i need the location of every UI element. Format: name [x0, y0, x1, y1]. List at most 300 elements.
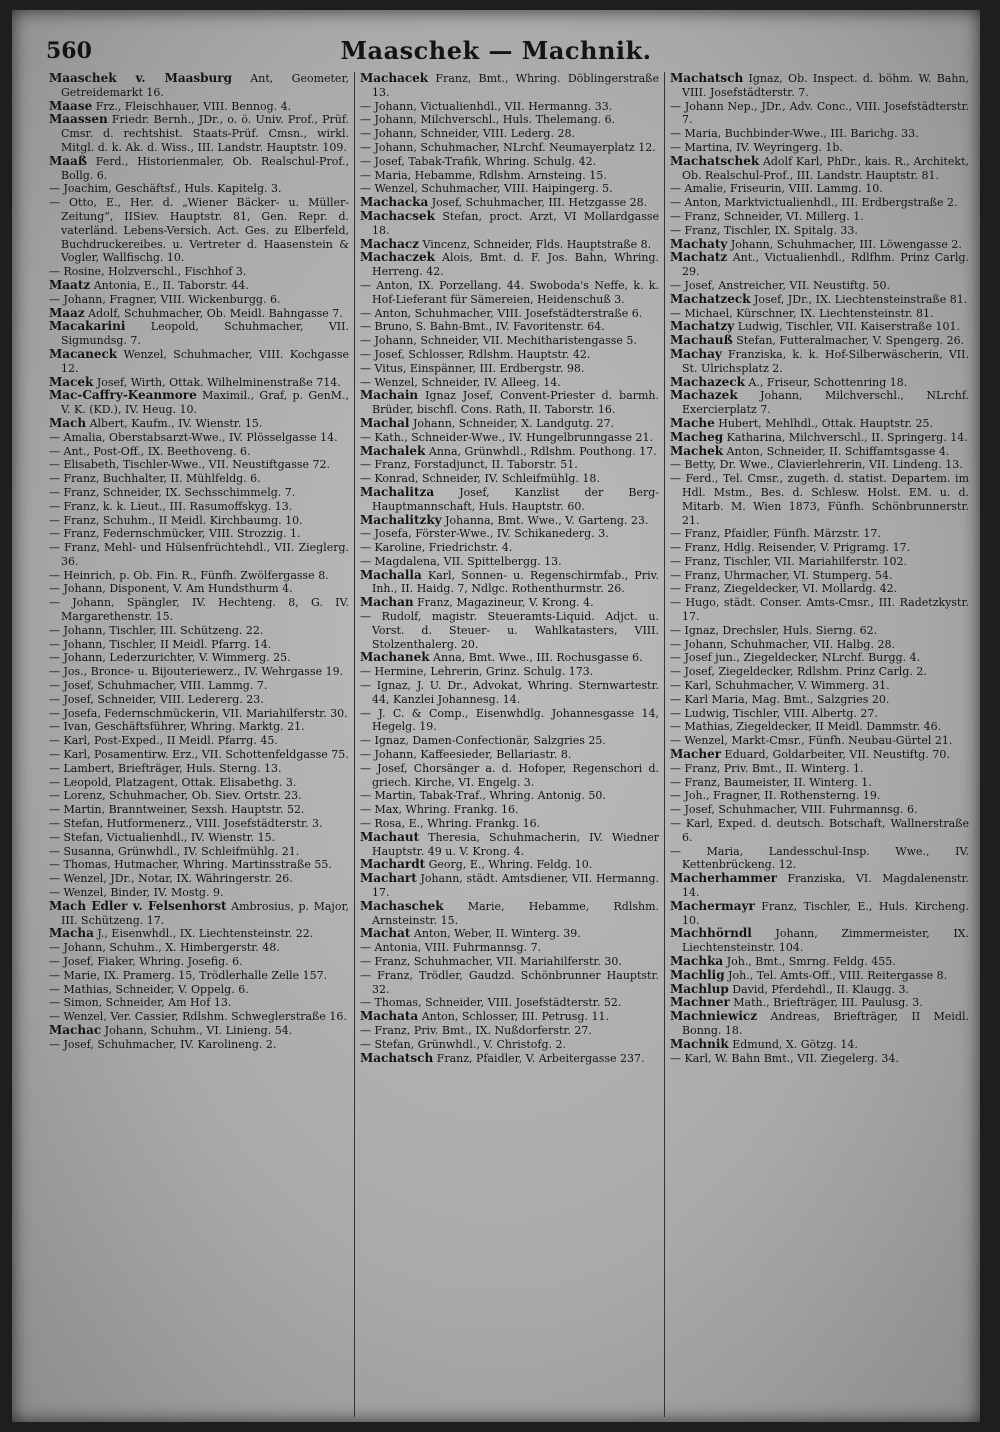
directory-entry	[360, 1024, 659, 1038]
entry-details: — Josef, Tabak-Trafik, Whring. Schulg. 42.	[360, 154, 597, 168]
entry-details: Frz., Fleischhauer, VIII. Bennog. 4.	[95, 99, 292, 113]
entry-details: — Anton, Marktvictualienhdl., III. Erdbergstraße 2.	[670, 196, 958, 210]
entry-surname: Machacz	[360, 236, 419, 251]
entry-details: Ignaz, Ob. Inspect. d. böhm. W. Bahn, VIII. Josefstädterstr. 7.	[682, 72, 969, 99]
directory-entry	[670, 665, 969, 679]
directory-entry	[670, 431, 969, 445]
entry-details: David, Pferdehdl., II. Klaugg. 3.	[732, 982, 909, 996]
directory-entry	[49, 624, 349, 638]
directory-entry	[360, 155, 659, 169]
entry-details: Joh., Bmt., Smrng. Feldg. 455.	[726, 955, 896, 968]
directory-entry	[49, 113, 349, 154]
entry-surname: Maaz	[49, 305, 85, 320]
entry-details: — Franz, Mehl- und Hülsenfrüchtehdl., VII. Zieglerg. 36.	[49, 541, 349, 568]
directory-entry	[360, 251, 659, 279]
directory-entry	[360, 127, 659, 141]
entry-details: — Anton, Schuhmacher, VIII. Josefstädterstraße 6.	[360, 306, 643, 320]
directory-entry	[360, 210, 659, 238]
entry-surname: Maaß	[49, 153, 87, 168]
directory-entry	[670, 279, 969, 293]
entry-details: — Martin, Tabak-Traf., Whring. Antonig. 50.	[360, 789, 606, 803]
entry-details: — Ignaz, Damen-Confectionär, Salzgries 25.	[360, 734, 606, 748]
directory-entry	[670, 541, 969, 555]
directory-entry	[670, 389, 969, 417]
entry-surname: Mach Edler v. Felsenhorst	[49, 898, 227, 913]
directory-entry	[49, 707, 349, 721]
directory-entry	[670, 224, 969, 238]
entry-details: — Johann, Schuhmacher, VII. Halbg. 28.	[670, 637, 895, 651]
entry-details: — Max, Whring. Frankg. 16.	[360, 803, 519, 817]
directory-columns	[44, 72, 974, 1417]
entry-details: — Franz, Pfaidler, Fünfh. Märzstr. 17.	[670, 527, 881, 541]
entry-details: — Wenzel, Ver. Cassier, Rdlshm. Schweglerstraße 16.	[49, 1010, 347, 1024]
directory-entry	[49, 845, 349, 859]
entry-details: — Marie, IX. Pramerg. 15, Trödlerhalle Zelle 157.	[49, 968, 328, 982]
column-right	[664, 72, 974, 1417]
directory-entry	[360, 596, 659, 610]
entry-details: Ant, Geometer, Getreidemarkt 16.	[61, 72, 349, 99]
directory-entry	[49, 955, 349, 969]
entry-surname: Machart	[360, 871, 417, 886]
entry-surname: Machazek	[670, 388, 738, 403]
directory-entry	[49, 196, 349, 265]
directory-entry	[49, 596, 349, 624]
entry-surname: Machek	[670, 443, 724, 458]
directory-entry	[670, 1038, 969, 1052]
entry-details: — Amalia, Oberstabsarzt-Wwe., IV. Plösselgasse 14.	[49, 430, 338, 444]
directory-entry	[49, 500, 349, 514]
directory-entry	[360, 789, 659, 803]
directory-entry	[670, 762, 969, 776]
directory-entry	[360, 1052, 659, 1066]
entry-details: Hubert, Mehlhdl., Ottak. Hauptstr. 25.	[718, 416, 934, 430]
entry-details: — Rudolf, magistr. Steueramts-Liquid. Adjct. u. Vorst. d. Steuer- u. Wahlkatasters, VIII. Stolzenthalerg. 20.	[360, 610, 659, 651]
entry-details: — Franz, Tischler, IX. Spitalg. 33.	[670, 223, 858, 237]
entry-details: Anton, Weber, II. Winterg. 39.	[413, 927, 581, 941]
directory-entry	[49, 817, 349, 831]
entry-details: Ferd., Historienmaler, Ob. Realschul-Prof., Bollg. 6.	[61, 154, 349, 182]
directory-entry	[360, 320, 659, 334]
page-header	[12, 34, 980, 68]
entry-surname: Machatsch	[360, 1050, 434, 1065]
entry-surname: Macha	[49, 926, 94, 941]
directory-entry	[49, 527, 349, 541]
directory-entry	[360, 458, 659, 472]
entry-details: — Kath., Schneider-Wwe., IV. Hungelbrunngasse 21.	[360, 430, 653, 444]
entry-details: — Joh., Fragner, II. Rothensterng. 19.	[670, 789, 881, 803]
directory-entry	[49, 927, 349, 941]
entry-details: — Franz, Forstadjunct, II. Taborstr. 51.	[360, 458, 578, 472]
entry-surname: Machatschek	[670, 153, 760, 168]
entry-surname: Machatzeck	[670, 291, 751, 306]
entry-details: Johann, städt. Amtsdiener, VII. Hermanng. 17.	[372, 872, 659, 900]
entry-details: — Franz, Priv. Bmt., IX. Nußdorferstr. 27.	[360, 1023, 592, 1037]
directory-entry	[360, 389, 659, 417]
directory-entry	[670, 155, 969, 183]
entry-details: — Thomas, Hutmacher, Whring. Martinsstraße 55.	[49, 858, 332, 872]
directory-entry	[49, 858, 349, 872]
entry-details: — Johann, Disponent, V. Am Hundsthurm 4.	[49, 582, 293, 596]
entry-details: — Antonia, VIII. Fuhrmannsg. 7.	[360, 941, 542, 955]
entry-details: — Josef, Schuhmacher, VIII. Fuhrmannsg. 6.	[670, 803, 918, 817]
directory-entry	[49, 389, 349, 417]
entry-details: Stefan, Futteralmacher, V. Spengerg. 26.	[736, 334, 965, 348]
entry-surname: Macakarini	[49, 319, 126, 334]
directory-entry	[360, 996, 659, 1010]
directory-entry	[670, 624, 969, 638]
entry-details: Franziska, k. k. Hof-Silberwäscherin, VII. St. Ulrichsplatz 2.	[682, 347, 969, 375]
entry-details: — Stefan, Hutformenerz., VIII. Josefstädterstr. 3.	[49, 817, 323, 831]
directory-entry	[49, 1010, 349, 1024]
directory-entry	[360, 113, 659, 127]
entry-surname: Mac-Caffry-Keanmore	[49, 388, 197, 403]
entry-details: Karl, Sonnen- u. Regenschirmfab., Priv. Inh., II. Haidg. 7, Ndlgc. Rothenthurmstr. 26.	[372, 568, 660, 596]
directory-entry	[49, 182, 349, 196]
entry-details: Katharina, Milchverschl., II. Springerg. 14.	[726, 430, 968, 444]
entry-details: — Susanna, Grünwhdl., IV. Schleifmühlg. 21.	[49, 844, 300, 858]
directory-entry	[670, 238, 969, 252]
entry-details: — Josef, Schuhmacher, VIII. Lammg. 7.	[49, 679, 268, 693]
entry-details: — Josef, Fiaker, Whring. Josefig. 6.	[49, 955, 243, 968]
entry-details: — Johann, Spängler, IV. Hechteng. 8, G. IV. Margarethenstr. 15.	[49, 596, 349, 624]
entry-details: A., Friseur, Schottenring 18.	[748, 375, 908, 389]
directory-entry	[670, 417, 969, 431]
directory-entry	[49, 72, 349, 100]
directory-entry	[670, 803, 969, 817]
directory-entry	[670, 927, 969, 955]
entry-details: — Johann, Lederzurichter, V. Wimmerg. 25.	[49, 651, 291, 665]
entry-details: — Franz, Schuhmacher, VII. Mariahilferstr. 30.	[360, 955, 622, 968]
directory-entry	[670, 569, 969, 583]
directory-entry	[670, 127, 969, 141]
entry-surname: Machata	[360, 1009, 419, 1024]
entry-details: Adolf Karl, PhDr., kais. R., Architekt, Ob. Realschul-Prof., III. Landstr. Hauptstr. 81.	[682, 154, 970, 182]
directory-entry	[360, 362, 659, 376]
entry-details: — Johann, Schneider, VIII. Lederg. 28.	[360, 127, 575, 141]
directory-entry	[670, 458, 969, 472]
entry-details: — Johann, Schuhm., X. Himbergerstr. 48.	[49, 941, 280, 955]
directory-entry	[49, 748, 349, 762]
entry-details: — Ignaz, Drechsler, Huls. Sierng. 62.	[670, 623, 878, 637]
directory-entry	[670, 334, 969, 348]
directory-entry	[670, 196, 969, 210]
entry-details: Friedr. Bernh., JDr., o. ö. Univ. Prof., Prüf. Cmsr. d. rechtshist. Staats-Prüf. Cmsn., wirkl. Mitgl. d. k. Ak. d. Wiss., III. Landstr. Hauptstr. 109.	[61, 113, 349, 154]
entry-surname: Machardt	[360, 857, 426, 872]
directory-entry	[670, 1010, 969, 1038]
directory-entry	[49, 265, 349, 279]
entry-details: — Thomas, Schneider, VIII. Josefstädterstr. 52.	[360, 996, 622, 1010]
entry-surname: Machner	[670, 995, 730, 1010]
entry-details: — Karl Maria, Mag. Bmt., Salzgries 20.	[670, 692, 890, 706]
directory-entry	[670, 720, 969, 734]
entry-surname: Machatsch	[670, 72, 744, 85]
entry-surname: Machniewicz	[670, 1009, 758, 1024]
directory-entry	[360, 182, 659, 196]
entry-surname: Mache	[670, 415, 715, 430]
directory-entry	[360, 196, 659, 210]
directory-entry	[360, 900, 659, 928]
directory-entry	[49, 431, 349, 445]
directory-entry	[49, 1038, 349, 1052]
directory-entry	[49, 996, 349, 1010]
entry-details: — Rosine, Holzverschl., Fischhof 3.	[49, 265, 247, 279]
directory-entry	[49, 803, 349, 817]
directory-entry	[360, 679, 659, 707]
entry-surname: Machacek	[360, 72, 429, 85]
entry-surname: Machay	[670, 346, 722, 361]
entry-details: — Martina, IV. Weyringerg. 1b.	[670, 140, 843, 154]
directory-entry	[49, 486, 349, 500]
entry-details: — Wenzel, JDr., Notar, IX. Währingerstr. 26.	[49, 872, 293, 886]
entry-surname: Machacka	[360, 195, 429, 210]
directory-entry	[360, 100, 659, 114]
directory-entry	[360, 707, 659, 735]
directory-entry	[360, 817, 659, 831]
entry-details: — Josef, Ziegeldecker, Rdlshm. Prinz Carlg. 2.	[670, 665, 927, 679]
directory-entry	[49, 693, 349, 707]
directory-entry	[670, 72, 969, 100]
directory-entry	[49, 445, 349, 459]
running-title: Maaschek — Machnik.	[340, 36, 652, 65]
directory-entry	[360, 486, 659, 514]
entry-details: — Franz, Priv. Bmt., II. Winterg. 1.	[670, 761, 864, 775]
entry-details: — Josef jun., Ziegeldecker, NLrchf. Burgg. 4.	[670, 651, 921, 665]
entry-details: — Ludwig, Tischler, VIII. Albertg. 27.	[670, 706, 878, 720]
directory-entry	[49, 651, 349, 665]
directory-entry	[360, 514, 659, 528]
directory-entry	[670, 996, 969, 1010]
directory-entry	[360, 376, 659, 390]
directory-entry	[360, 803, 659, 817]
entry-details: Josef, Kanzlist der Berg-Hauptmannschaft, Huls. Hauptstr. 60.	[372, 485, 660, 513]
directory-entry	[49, 100, 349, 114]
directory-entry	[670, 293, 969, 307]
directory-entry	[670, 582, 969, 596]
entry-details: Georg, E., Whring. Feldg. 10.	[428, 858, 593, 872]
entry-details: — Michael, Kürschner, IX. Liechtensteinstr. 81.	[670, 306, 934, 320]
entry-surname: Macek	[49, 374, 94, 389]
directory-entry	[49, 983, 349, 997]
entry-details: — Ivan, Geschäftsführer, Whring. Marktg. 21.	[49, 720, 305, 734]
directory-entry	[49, 831, 349, 845]
directory-entry	[360, 941, 659, 955]
entry-details: — Franz, Baumeister, II. Winterg. 1.	[670, 775, 872, 789]
entry-details: — Mathias, Schneider, V. Oppelg. 6.	[49, 982, 249, 996]
directory-entry	[360, 651, 659, 665]
entry-details: — Magdalena, VII. Spittelbergg. 13.	[360, 554, 562, 568]
directory-entry	[360, 665, 659, 679]
entry-details: — Anton, IX. Porzellang. 44. Swoboda's Neffe, k. k. Hof-Lieferant für Sämereien, Heidenschuß 3.	[360, 278, 659, 306]
directory-entry	[670, 555, 969, 569]
entry-details: Marie, Hebamme, Rdlshm. Arnsteinstr. 15.	[372, 899, 660, 927]
directory-entry	[360, 555, 659, 569]
directory-entry	[49, 472, 349, 486]
entry-details: Johann, Zimmermeister, IX. Liechtensteinstr. 104.	[682, 927, 969, 955]
directory-entry	[670, 141, 969, 155]
directory-entry	[49, 458, 349, 472]
entry-details: — Johann, Schneider, VII. Mechitharistengasse 5.	[360, 334, 637, 348]
entry-details: — Franz, Schuhm., II Meidl. Kirchbaumg. 10.	[49, 513, 303, 527]
entry-details: Franz, Pfaidler, V. Arbeitergasse 237.	[436, 1051, 645, 1065]
entry-surname: Machaschek	[360, 898, 444, 913]
entry-details: Albert, Kaufm., IV. Wienstr. 15.	[89, 416, 263, 430]
entry-surname: Machka	[670, 954, 724, 968]
entry-details: Adolf, Schuhmacher, Ob. Meidl. Bahngasse 7.	[88, 306, 343, 320]
entry-surname: Machhörndl	[670, 926, 752, 941]
entry-details: — Heinrich, p. Ob. Fin. R., Fünfh. Zwölfergasse 8.	[49, 568, 329, 582]
entry-details: — Josef, Schlosser, Rdlshm. Hauptstr. 42.	[360, 347, 591, 361]
directory-entry	[49, 155, 349, 183]
directory-entry	[670, 320, 969, 334]
directory-entry	[670, 1052, 969, 1066]
entry-details: — Ferd., Tel. Cmsr., zugeth. d. statist. Departem. im Hdl. Mstm., Bes. d. Schlesw. Holst. EM. u. d. Mitarb. M. Wien 1873, Fünfh. Schönbrunnerstr. 21.	[670, 472, 969, 527]
entry-details: Johann, Milchverschl., NLrchf. Exercierplatz 7.	[682, 389, 970, 417]
directory-entry	[49, 417, 349, 431]
entry-details: — J. C. & Comp., Eisenwhdlg. Johannesgasse 14, Hegelg. 19.	[360, 706, 659, 734]
entry-details: — Wenzel, Markt-Cmsr., Fünfh. Neubau-Gürtel 21.	[670, 734, 953, 748]
entry-details: — Hugo, städt. Conser. Amts-Cmsr., III. Radetzkystr. 17.	[670, 596, 969, 624]
entry-details: Ignaz Josef, Convent-Priester d. barmh. Brüder, bischfl. Cons. Rath, II. Taborstr. 16.	[372, 389, 660, 417]
entry-surname: Machlup	[670, 981, 729, 996]
entry-details: Ludwig, Tischler, VII. Kaiserstraße 101.	[737, 320, 960, 334]
directory-entry	[670, 845, 969, 873]
entry-surname: Macaneck	[49, 346, 118, 361]
entry-surname: Machlig	[670, 967, 725, 982]
entry-details: — Maria, Landesschul-Insp. Wwe., IV. Kettenbrückeng. 12.	[670, 844, 969, 872]
entry-details: — Josef, Schuhmacher, IV. Karolineng. 2.	[49, 1037, 277, 1051]
entry-details: Franz, Bmt., Whring. Döblingerstraße 13.	[372, 72, 659, 99]
entry-details: — Franz, Hdlg. Reisender, V. Prigramg. 17.	[670, 541, 911, 555]
entry-surname: Maase	[49, 98, 93, 113]
directory-entry	[49, 762, 349, 776]
directory-entry	[49, 776, 349, 790]
entry-details: — Karl, Posamentirw. Erz., VII. Schottenfeldgasse 75.	[49, 748, 349, 762]
entry-details: — Johann, Schuhmacher, NLrchf. Neumayerplatz 12.	[360, 140, 656, 154]
entry-details: — Vitus, Einspänner, III. Erdbergstr. 98.	[360, 361, 585, 375]
column-middle	[354, 72, 664, 1417]
entry-details: — Betty, Dr. Wwe., Clavierlehrerin, VII. Lindeng. 13.	[670, 458, 963, 472]
entry-details: — Maria, Hebamme, Rdlshm. Arnsteing. 15.	[360, 168, 607, 182]
entry-details: — Franz, Schneider, VI. Millerg. 1.	[670, 209, 864, 223]
entry-details: — Mathias, Ziegeldecker, II Meidl. Dammstr. 46.	[670, 720, 942, 734]
entry-details: J., Eisenwhdl., IX. Liechtensteinstr. 22.	[97, 927, 314, 941]
entry-details: Franz, Magazineur, V. Krong. 4.	[417, 596, 594, 610]
directory-entry	[670, 182, 969, 196]
entry-surname: Mach	[49, 415, 87, 430]
entry-details: Johann, Schuhmacher, III. Löwengasse 2.	[730, 237, 962, 251]
entry-surname: Macherhammer	[670, 871, 777, 886]
directory-entry	[49, 514, 349, 528]
directory-entry	[670, 251, 969, 279]
entry-details: — Franz, Tischler, VII. Mariahilferstr. 102.	[670, 554, 907, 568]
entry-details: — Konrad, Schneider, IV. Schleifmühlg. 18.	[360, 472, 600, 486]
entry-details: Wenzel, Schuhmacher, VIII. Kochgasse 12.	[61, 347, 350, 375]
entry-details: Antonia, E., II. Taborstr. 44.	[93, 278, 249, 292]
entry-surname: Machalla	[360, 567, 422, 582]
directory-entry	[670, 789, 969, 803]
entry-details: — Karl, Schuhmacher, V. Wimmerg. 31.	[670, 679, 890, 693]
entry-details: — Lorenz, Schuhmacher, Ob. Siev. Ortstr. 23.	[49, 789, 302, 803]
entry-surname: Macher	[670, 747, 722, 762]
entry-details: — Bruno, S. Bahn-Bmt., IV. Favoritenstr. 64.	[360, 320, 605, 334]
entry-details: — Karl, Exped. d. deutsch. Botschaft, Wallnerstraße 6.	[670, 817, 969, 844]
directory-entry	[49, 541, 349, 569]
entry-details: — Johann Nep., JDr., Adv. Conc., VIII. Josefstädterstr. 7.	[670, 99, 969, 127]
entry-surname: Machacsek	[360, 208, 435, 223]
entry-surname: Machnik	[670, 1036, 729, 1051]
directory-entry	[360, 417, 659, 431]
entry-details: Anton, Schlosser, III. Petrusg. 11.	[421, 1010, 609, 1024]
directory-entry	[670, 734, 969, 748]
directory-entry	[49, 720, 349, 734]
entry-details: — Franz, Schneider, IX. Sechsschimmelg. 7.	[49, 485, 296, 499]
directory-entry	[360, 527, 659, 541]
directory-entry	[360, 734, 659, 748]
entry-details: Maximil., Graf, p. GenM., V. K. (KD.), IV. Heug. 10.	[61, 389, 350, 417]
entry-surname: Machermayr	[670, 898, 755, 913]
entry-details: Eduard, Goldarbeiter, VII. Neustiftg. 70.	[724, 748, 950, 762]
directory-entry	[49, 789, 349, 803]
directory-entry	[49, 293, 349, 307]
directory-entry	[360, 307, 659, 321]
entry-details: — Rosa, E., Whring. Frankg. 16.	[360, 817, 541, 831]
directory-entry	[670, 983, 969, 997]
directory-entry	[670, 900, 969, 928]
entry-details: — Johann, Victualienhdl., VII. Hermanng. 33.	[360, 99, 613, 113]
entry-surname: Machatzy	[670, 319, 735, 334]
entry-details: Joh., Tel. Amts-Off., VIII. Reitergasse 8.	[728, 968, 948, 982]
entry-details: Theresia, Schuhmacherin, IV. Wiedner Hauptstr. 49 u. V. Krong. 4.	[372, 830, 659, 858]
directory-entry	[670, 651, 969, 665]
directory-entry	[670, 472, 969, 527]
entry-details: Josef, Schuhmacher, III. Hetzgasse 28.	[431, 196, 648, 210]
entry-details: — Karl, Post-Exped., II Meidl. Pfarrg. 45.	[49, 734, 278, 748]
entry-surname: Machatz	[670, 250, 728, 265]
directory-entry	[360, 927, 659, 941]
entry-details: — Johann, Tischler, II Meidl. Pfarrg. 14.	[49, 637, 272, 651]
directory-entry	[670, 969, 969, 983]
directory-entry	[360, 72, 659, 100]
directory-entry	[360, 334, 659, 348]
directory-entry	[49, 941, 349, 955]
directory-entry	[49, 569, 349, 583]
directory-entry	[670, 748, 969, 762]
entry-details: — Lambert, Briefträger, Huls. Sterng. 13.	[49, 761, 282, 775]
directory-entry	[360, 348, 659, 362]
directory-entry	[360, 541, 659, 555]
directory-entry	[360, 431, 659, 445]
entry-details: — Simon, Schneider, Am Hof 13.	[49, 996, 232, 1010]
entry-details: — Josef, Chorsänger a. d. Hofoper, Regenschori d. griech. Kirche, VI. Engelg. 3.	[360, 761, 659, 789]
entry-details: — Stefan, Victualienhdl., IV. Wienstr. 15.	[49, 830, 276, 844]
entry-details: — Josef, Anstreicher, VII. Neustiftg. 50.	[670, 278, 890, 292]
entry-details: Josef, Wirth, Ottak. Wilhelminenstraße 714.	[96, 375, 341, 389]
entry-details: — Franz, Trödler, Gaudzd. Schönbrunner Hauptstr. 32.	[360, 968, 659, 996]
entry-details: — Franz, Ziegeldecker, VI. Mollardg. 42.	[670, 582, 898, 596]
entry-surname: Machauß	[670, 333, 733, 348]
entry-surname: Machat	[360, 926, 411, 941]
directory-entry	[49, 872, 349, 886]
entry-details: Andreas, Briefträger, II Meidl. Bonng. 18.	[682, 1010, 969, 1037]
entry-details: — Wenzel, Schuhmacher, VIII. Haipingerg. 5.	[360, 182, 613, 196]
directory-entry	[670, 693, 969, 707]
entry-details: Anna, Bmt. Wwe., III. Rochusgasse 6.	[433, 651, 643, 665]
directory-entry	[670, 348, 969, 376]
entry-details: — Josef, Schneider, VIII. Ledererg. 23.	[49, 692, 264, 706]
directory-entry	[670, 445, 969, 459]
entry-details: Anna, Grünwhdl., Rdlshm. Pouthong. 17.	[428, 444, 657, 458]
directory-entry	[49, 279, 349, 293]
